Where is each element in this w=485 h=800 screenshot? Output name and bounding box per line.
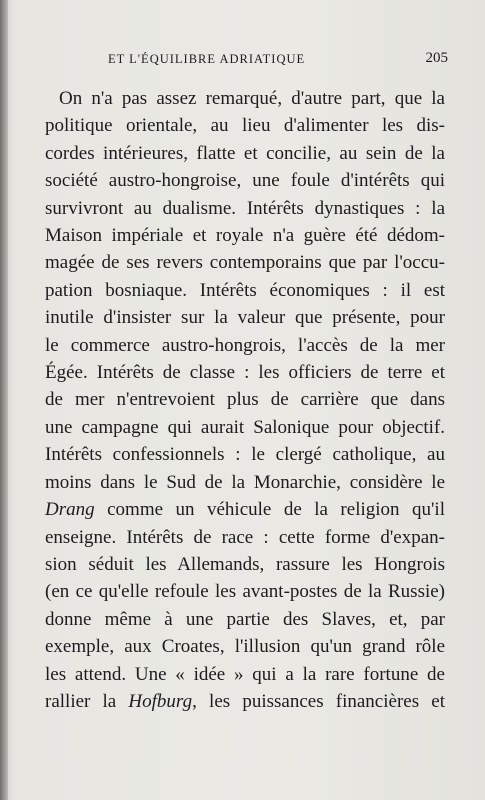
- text-line: Maison impériale et royale n'a guère été dédom-: [45, 225, 445, 247]
- text-line: exemple, aux Croates, l'illusion qu'un grand rôle: [45, 636, 445, 658]
- text-line: le commerce austro-hongrois, l'accès de la mer: [45, 334, 445, 356]
- text-line: de mer n'entrevoient plus de carrière que dans: [45, 389, 445, 411]
- running-title: ET L'ÉQUILIBRE ADRIATIQUE: [108, 52, 306, 66]
- text-fragment: , les puissances financières et: [192, 690, 445, 712]
- text-line: donne même à une partie des Slaves, et, par: [45, 608, 445, 630]
- text-line: (en ce qu'elle refoule les avant-postes de la Russie): [45, 581, 445, 603]
- text-line: Intérêts confessionnels : le clergé catholique, au: [45, 444, 445, 466]
- spine-shadow: [0, 0, 8, 800]
- text-line: société austro-hongroise, une foule d'intérêts qui: [45, 170, 445, 192]
- text-line: les attend. Une « idée » qui a la rare fortune de: [45, 663, 445, 685]
- text-line: On n'a pas assez remarqué, d'autre part, que la: [59, 88, 445, 109]
- text-line: [45, 496, 445, 523]
- text-line: Égée. Intérêts de classe : les officiers de terre et: [45, 362, 445, 384]
- text-line: inutile d'insister sur la valeur que présente, pour: [45, 307, 445, 329]
- text-line: sion séduit les Allemands, rassure les Hongrois: [45, 553, 445, 575]
- page-number: 205: [425, 50, 448, 66]
- text-line: survivront au dualisme. Intérêts dynastiques : la: [45, 197, 445, 219]
- text-line: politique orientale, au lieu d'alimenter les dis-: [45, 115, 445, 137]
- text-fragment: rallier la: [45, 690, 129, 712]
- text-fragment: comme un véhicule de la religion qu'il: [94, 499, 445, 521]
- text-line: une campagne qui aurait Salonique pour objectif.: [45, 416, 445, 438]
- italic-term-drang: Drang: [45, 499, 95, 521]
- text-line: magée de ses revers contemporains que par l'occu-: [45, 252, 445, 274]
- italic-term-hofburg: Hofburg: [128, 690, 193, 712]
- body-paragraph: [45, 85, 445, 715]
- text-line: enseigne. Intérêts de race : cette forme d'expan-: [45, 526, 445, 548]
- text-line: cordes intérieures, flatte et concilie, au sein de la: [45, 142, 445, 164]
- text-line: [45, 688, 445, 715]
- text-line: moins dans le Sud de la Monarchie, considère le: [45, 471, 445, 493]
- text-line: pation bosniaque. Intérêts économiques : il est: [45, 279, 445, 301]
- running-head: [108, 48, 448, 72]
